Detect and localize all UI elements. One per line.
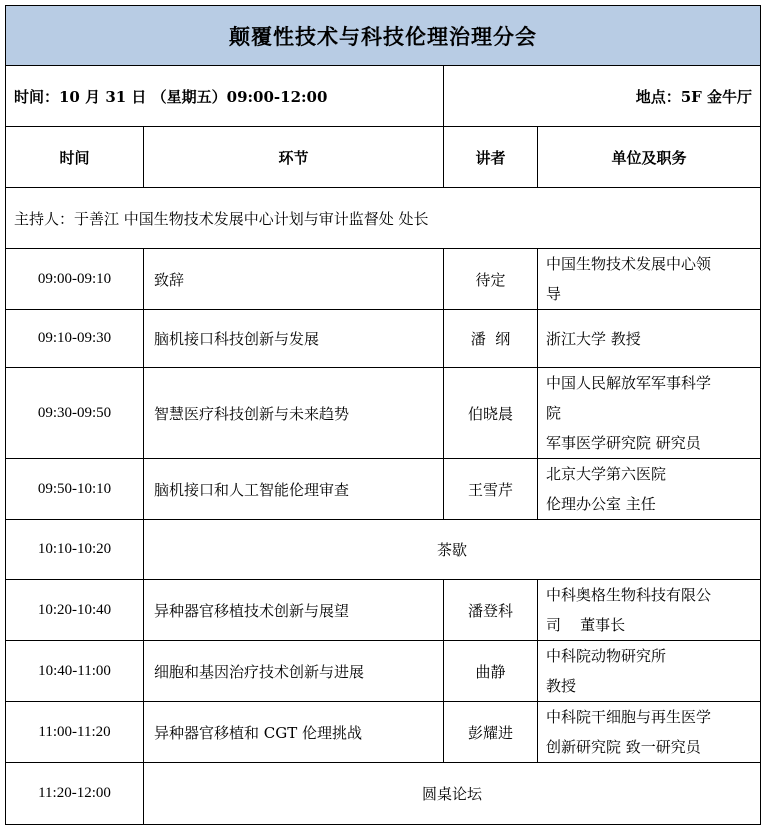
org-cell bbox=[538, 368, 761, 459]
table-row bbox=[6, 520, 761, 580]
tea-break-cell: 茶歇 bbox=[144, 520, 761, 580]
session-cell: 致辞 bbox=[144, 249, 444, 310]
table-row bbox=[6, 459, 761, 520]
column-header-time: 时间 bbox=[6, 127, 144, 188]
table-row bbox=[6, 641, 761, 702]
table-row bbox=[6, 368, 761, 459]
org-line: 中科院动物研究所 bbox=[546, 647, 667, 665]
host-info: 主持人：于善江 中国生物技术发展中心计划与审计监督处 处长 bbox=[6, 188, 761, 249]
org-cell bbox=[538, 641, 761, 702]
org-cell bbox=[538, 580, 761, 641]
time-cell: 11:20-12:00 bbox=[6, 763, 144, 825]
header-row bbox=[6, 127, 761, 188]
speaker-cell: 王雪芹 bbox=[444, 459, 538, 520]
speaker-cell: 伯晓晨 bbox=[444, 368, 538, 459]
org-line: 创新研究院 致一研究员 bbox=[546, 738, 701, 756]
info-row bbox=[6, 66, 761, 127]
page-title: 颠覆性技术与科技伦理治理分会 bbox=[6, 6, 761, 66]
column-header-session: 环节 bbox=[144, 127, 444, 188]
org-cell bbox=[538, 702, 761, 763]
table-row bbox=[6, 310, 761, 368]
org-line: 中科奥格生物科技有限公 bbox=[546, 586, 712, 604]
session-cell: 智慧医疗科技创新与未来趋势 bbox=[144, 368, 444, 459]
time-cell: 11:00-11:20 bbox=[6, 702, 144, 763]
org-line: 浙江大学 教授 bbox=[546, 329, 641, 348]
location-info: 地点：5F 金牛厅 bbox=[444, 66, 761, 127]
speaker-cell: 曲静 bbox=[444, 641, 538, 702]
org-line: 院 bbox=[546, 404, 562, 422]
session-cell: 异种器官移植技术创新与展望 bbox=[144, 580, 444, 641]
org-line: 中国人民解放军军事科学 bbox=[546, 374, 712, 392]
org-line: 导 bbox=[546, 285, 562, 303]
column-header-org: 单位及职务 bbox=[538, 127, 761, 188]
time-info: 时间：10 月 31 日 （星期五）09:00-12:00 bbox=[6, 66, 444, 127]
table-row bbox=[6, 763, 761, 825]
speaker-cell: 潘登科 bbox=[444, 580, 538, 641]
time-cell: 09:50-10:10 bbox=[6, 459, 144, 520]
session-cell: 脑机接口科技创新与发展 bbox=[144, 310, 444, 368]
host-row bbox=[6, 188, 761, 249]
table-row bbox=[6, 702, 761, 763]
session-cell: 细胞和基因治疗技术创新与进展 bbox=[144, 641, 444, 702]
table-row bbox=[6, 249, 761, 310]
speaker-cell: 待定 bbox=[444, 249, 538, 310]
roundtable-cell: 圆桌论坛 bbox=[144, 763, 761, 825]
speaker-cell: 彭耀进 bbox=[444, 702, 538, 763]
session-cell: 异种器官移植和 CGT 伦理挑战 bbox=[144, 702, 444, 763]
org-line: 北京大学第六医院 bbox=[546, 465, 667, 483]
org-line: 中国生物技术发展中心领 bbox=[546, 255, 712, 273]
org-line: 伦理办公室 主任 bbox=[546, 495, 656, 513]
org-line: 军事医学研究院 研究员 bbox=[546, 434, 701, 452]
org-line: 司 董事长 bbox=[546, 616, 626, 634]
org-cell bbox=[538, 459, 761, 520]
time-cell: 09:10-09:30 bbox=[6, 310, 144, 368]
org-line: 教授 bbox=[546, 677, 577, 695]
table-row bbox=[6, 580, 761, 641]
agenda-table bbox=[5, 5, 761, 825]
org-cell bbox=[538, 249, 761, 310]
time-cell: 09:00-09:10 bbox=[6, 249, 144, 310]
org-line: 中科院干细胞与再生医学 bbox=[546, 708, 712, 726]
time-cell: 10:10-10:20 bbox=[6, 520, 144, 580]
speaker-cell: 潘 纲 bbox=[444, 310, 538, 368]
time-cell: 09:30-09:50 bbox=[6, 368, 144, 459]
time-cell: 10:20-10:40 bbox=[6, 580, 144, 641]
column-header-speaker: 讲者 bbox=[444, 127, 538, 188]
session-cell: 脑机接口和人工智能伦理审查 bbox=[144, 459, 444, 520]
time-cell: 10:40-11:00 bbox=[6, 641, 144, 702]
org-cell bbox=[538, 310, 761, 368]
